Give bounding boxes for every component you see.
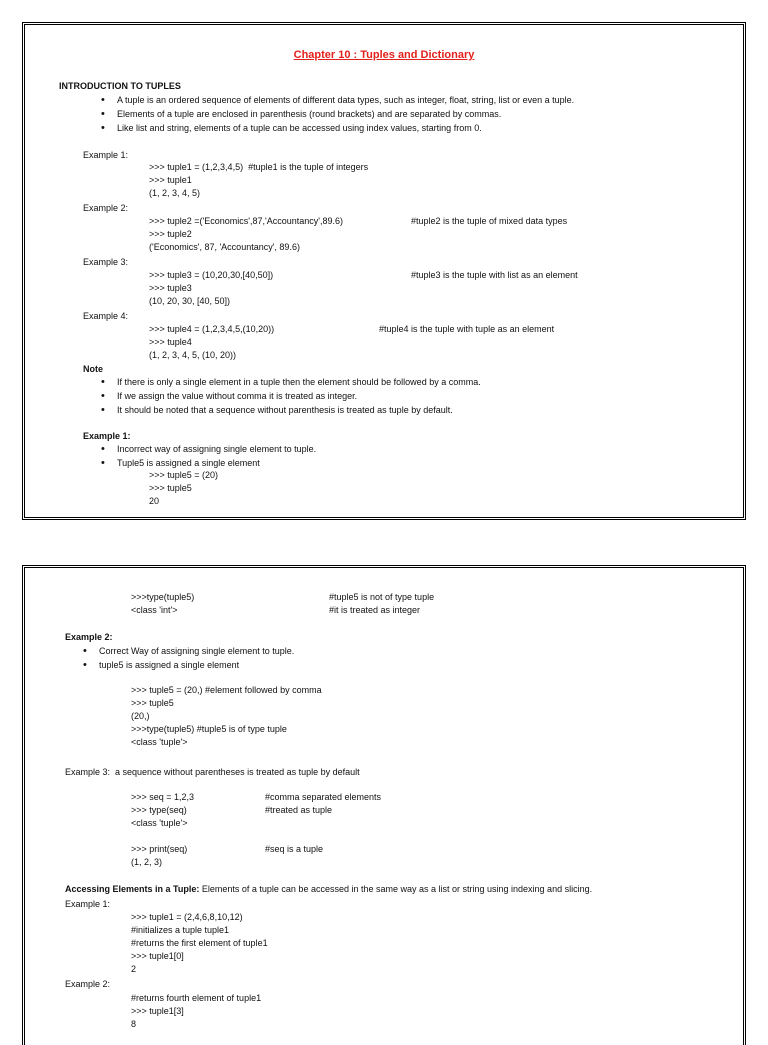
code-line: <class 'tuple'> (131, 818, 188, 828)
code-line: >>>type(tuple5) #tuple5 is of type tuple (131, 724, 287, 734)
code-line: >>> tuple5 (131, 698, 174, 708)
code-line: #returns fourth element of tuple1 (131, 993, 262, 1003)
code-line: #initializes a tuple tuple1 (131, 925, 230, 935)
code-line: >>>type(tuple5) (131, 592, 195, 602)
code-line: >>> tuple5 = (20,) #element followed by comma (131, 685, 322, 695)
document-page-2 (22, 565, 746, 1045)
example-heading: Example 3: a sequence without parentheses is treated as tuple by default (65, 767, 360, 777)
code-line: >>> tuple1[3] (131, 1006, 184, 1016)
example-label: Example 1: (83, 150, 129, 160)
example-label: Example 1: (65, 899, 111, 909)
example-bullet: • tuple5 is assigned a single element (99, 660, 239, 671)
document-page-1 (22, 22, 746, 520)
code-line: >>> tuple5 = (20) (149, 470, 219, 480)
note-bullet: • If we assign the value without comma it is treated as integer. (117, 391, 357, 402)
code-line: >>> tuple1 = (1,2,3,4,5) #tuple1 is the tuple of integers (149, 162, 369, 172)
code-line: >>> tuple3 = (10,20,30,[40,50]) (149, 270, 274, 280)
example-label: Example 2: (65, 979, 111, 989)
code-line: ('Economics', 87, 'Accountancy', 89.6) (149, 242, 300, 252)
code-line: 20 (149, 496, 160, 506)
code-line: <class 'tuple'> (131, 737, 188, 747)
code-line: >>> tuple2 (149, 229, 192, 239)
example-heading: Example 2: (65, 632, 113, 642)
code-line: >>> tuple2 =('Economics',87,'Accountancy',89.6) (149, 216, 343, 226)
chapter-title: Chapter 10 : Tuples and Dictionary (293, 49, 475, 61)
code-line: (20,) (131, 711, 150, 721)
intro-bullet: • Elements of a tuple are enclosed in parenthesis (round brackets) and are separated by commas. (117, 109, 501, 120)
code-line: >>> tuple4 = (1,2,3,4,5,(10,20)) (149, 324, 275, 334)
code-comment: #tuple2 is the tuple of mixed data types (411, 216, 568, 226)
intro-bullet: • Like list and string, elements of a tuple can be accessed using index values, starting from 0. (117, 123, 482, 134)
code-line: (10, 20, 30, [40, 50]) (149, 296, 231, 306)
example-heading: Example 1: (83, 431, 131, 441)
code-line: >>> tuple1 = (2,4,6,8,10,12) (131, 912, 243, 922)
intro-heading: INTRODUCTION TO TUPLES (59, 81, 181, 91)
code-comment: #tuple5 is not of type tuple (329, 592, 435, 602)
access-heading-rest: Elements of a tuple can be accessed in the same way as a list or string using indexing and slicing. (199, 884, 593, 894)
example-label: Example 4: (83, 311, 129, 321)
code-line: >>> tuple5 (149, 483, 192, 493)
access-heading (65, 884, 592, 895)
code-line: >>> tuple1[0] (131, 951, 184, 961)
code-comment: #treated as tuple (265, 805, 333, 815)
code-line: >>> seq = 1,2,3 (131, 792, 195, 802)
code-line: 2 (131, 964, 137, 974)
note-bullet: • If there is only a single element in a tuple then the element should be followed by a comma. (117, 377, 481, 388)
note-heading: Note (83, 364, 103, 374)
code-comment: #seq is a tuple (265, 844, 324, 854)
code-line: 8 (131, 1019, 137, 1029)
intro-bullet: • A tuple is an ordered sequence of elements of different data types, such as integer, float, string, list or even a tuple. (117, 95, 574, 106)
code-comment: #tuple4 is the tuple with tuple as an element (379, 324, 555, 334)
code-comment: #tuple3 is the tuple with list as an element (411, 270, 578, 280)
code-line: <class 'int'> (131, 605, 178, 615)
code-line: (1, 2, 3, 4, 5) (149, 188, 201, 198)
code-line: #returns the first element of tuple1 (131, 938, 268, 948)
example-bullet: • Incorrect way of assigning single element to tuple. (117, 444, 316, 455)
access-heading-bold: Accessing Elements in a Tuple: (65, 884, 200, 894)
code-line: >>> tuple1 (149, 175, 192, 185)
code-line: >>> tuple3 (149, 283, 192, 293)
example-label: Example 2: (83, 203, 129, 213)
code-line: >>> type(seq) (131, 805, 187, 815)
code-line: (1, 2, 3) (131, 857, 163, 867)
code-comment: #it is treated as integer (329, 605, 421, 615)
code-line: (1, 2, 3, 4, 5, (10, 20)) (149, 350, 237, 360)
example-bullet: • Correct Way of assigning single element to tuple. (99, 646, 294, 657)
example-label: Example 3: (83, 257, 129, 267)
code-line: >>> tuple4 (149, 337, 192, 347)
note-bullet: • It should be noted that a sequence without parenthesis is treated as tuple by default. (117, 405, 453, 416)
example-bullet: • Tuple5 is assigned a single element (117, 458, 260, 469)
code-line: >>> print(seq) (131, 844, 188, 854)
code-comment: #comma separated elements (265, 792, 382, 802)
